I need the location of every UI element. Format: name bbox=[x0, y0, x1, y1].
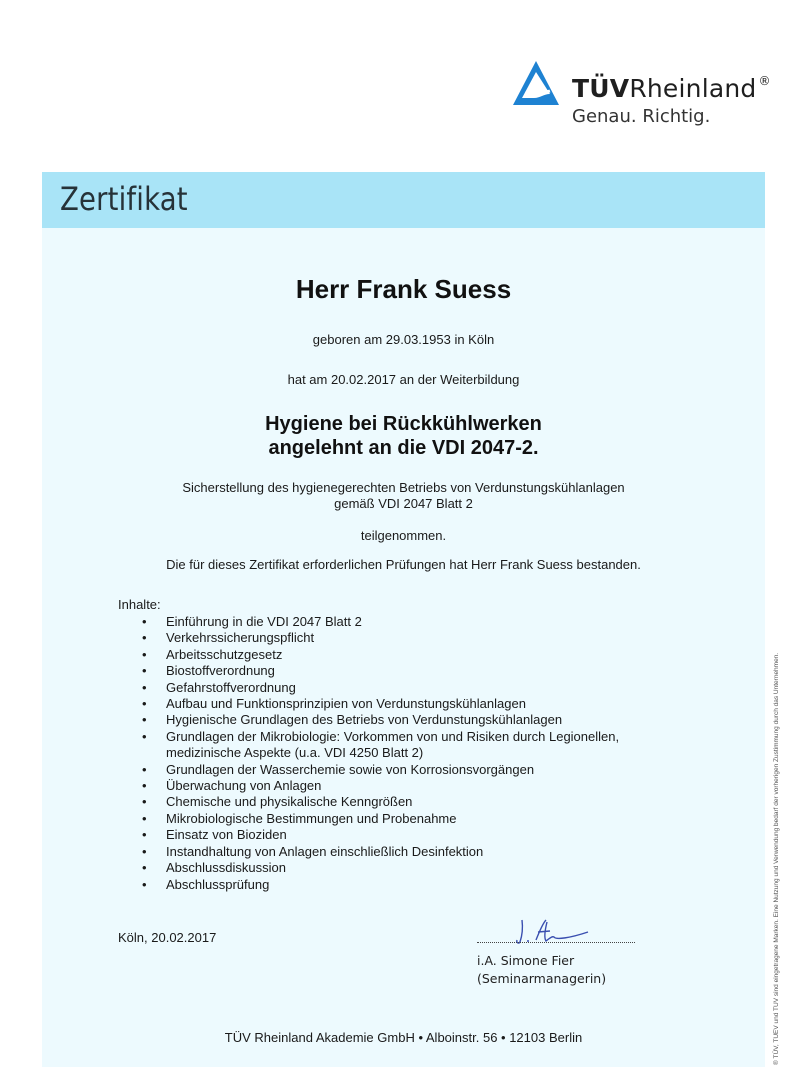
list-item: • Abschlussprüfung bbox=[142, 876, 270, 892]
footer-address: TÜV Rheinland Akademie GmbH • Alboinstr. 56 • 12103 Berlin bbox=[224, 1030, 583, 1045]
place-and-date: Köln, 20.02.2017 bbox=[118, 930, 217, 945]
certificate-panel bbox=[42, 172, 765, 1067]
signer-role: (Seminarmanagerin) bbox=[477, 971, 607, 986]
page-title: Zertifikat bbox=[60, 180, 188, 218]
birth-line: geboren am 29.03.1953 in Köln bbox=[312, 332, 495, 347]
list-item: • Einsatz von Bioziden bbox=[142, 827, 287, 843]
signer-name: i.A. Simone Fier bbox=[477, 953, 575, 968]
description-line-1: Sicherstellung des hygienegerechten Betriebs von Verdunstungskühlanlagen bbox=[182, 480, 625, 495]
tuv-triangle-logo-icon bbox=[510, 58, 562, 110]
list-item: • Chemische und physikalische Kenngrößen bbox=[142, 794, 413, 810]
bullet-icon: • bbox=[142, 827, 147, 843]
list-item: • Überwachung von Anlagen bbox=[142, 778, 322, 794]
bullet-icon: • bbox=[142, 614, 147, 629]
list-item: • Einführung in die VDI 2047 Blatt 2 bbox=[142, 614, 362, 629]
bullet-icon: • bbox=[142, 728, 147, 744]
bullet-icon: • bbox=[142, 860, 147, 876]
list-item: • Biostoffverordnung bbox=[142, 663, 275, 679]
bullet-icon: • bbox=[142, 696, 147, 712]
recipient-name: Herr Frank Suess bbox=[295, 274, 512, 304]
course-description bbox=[42, 480, 765, 512]
brand-name: TÜVRheinland ® bbox=[572, 74, 771, 103]
bullet-icon: • bbox=[142, 778, 147, 794]
participated-text: teilgenommen. bbox=[360, 528, 447, 543]
list-item: • Grundlagen der Mikrobiologie: Vorkommen von und Risiken durch Legionellen, medizinische Aspekte (u.a. VDI 4250 Blatt 2) bbox=[142, 728, 620, 761]
bullet-icon: • bbox=[142, 843, 147, 859]
brand-claim: Genau. Richtig. bbox=[572, 106, 711, 127]
contents-list bbox=[118, 614, 619, 893]
trademark-note: ® TÜV, TUEV und TUV sind eingetragene Marken. Eine Nutzung und Verwendung bedarf der vorherigen Zustimmung durch das Unternehmen. bbox=[773, 652, 780, 1065]
bullet-icon: • bbox=[142, 663, 147, 679]
bullet-icon: • bbox=[142, 630, 147, 646]
list-item: • Mikrobiologische Bestimmungen und Probenahme bbox=[142, 810, 457, 826]
list-item: • Arbeitsschutzgesetz bbox=[142, 646, 283, 662]
list-item: • Gefahrstoffverordnung bbox=[142, 679, 296, 695]
list-item: • Instandhaltung von Anlagen einschließlich Desinfektion bbox=[142, 843, 484, 859]
bullet-icon: • bbox=[142, 712, 147, 728]
header-band bbox=[42, 172, 765, 228]
signer-block bbox=[477, 952, 606, 988]
list-item: • Verkehrssicherungspflicht bbox=[142, 630, 315, 646]
signature-line bbox=[477, 942, 635, 943]
course-title bbox=[42, 412, 765, 460]
attendance-line: hat am 20.02.2017 an der Weiterbildung bbox=[287, 372, 520, 387]
course-title-line-2: angelehnt an die VDI 2047-2. bbox=[268, 437, 539, 459]
passed-statement: Die für dieses Zertifikat erforderlichen Prüfungen hat Herr Frank Suess bestanden. bbox=[166, 557, 641, 572]
tuv-rheinland-logo bbox=[510, 58, 770, 128]
list-item: • Hygienische Grundlagen des Betriebs von Verdunstungskühlanlagen bbox=[142, 712, 563, 728]
list-item: • Abschlussdiskussion bbox=[142, 860, 286, 876]
bullet-icon: • bbox=[142, 679, 147, 695]
list-item: • Grundlagen der Wasserchemie sowie von Korrosionsvorgängen bbox=[142, 761, 535, 777]
bullet-icon: • bbox=[142, 794, 147, 810]
bullet-icon: • bbox=[142, 761, 147, 777]
bullet-icon: • bbox=[142, 810, 147, 826]
course-title-line-1: Hygiene bei Rückkühlwerken bbox=[265, 413, 542, 435]
contents-label: Inhalte: bbox=[118, 597, 161, 612]
list-item: • Aufbau und Funktionsprinzipien von Verdunstungskühlanlagen bbox=[142, 696, 526, 712]
contents-section bbox=[118, 597, 619, 893]
description-line-2: gemäß VDI 2047 Blatt 2 bbox=[334, 496, 473, 511]
bullet-icon: • bbox=[142, 876, 147, 892]
bullet-icon: • bbox=[142, 646, 147, 662]
